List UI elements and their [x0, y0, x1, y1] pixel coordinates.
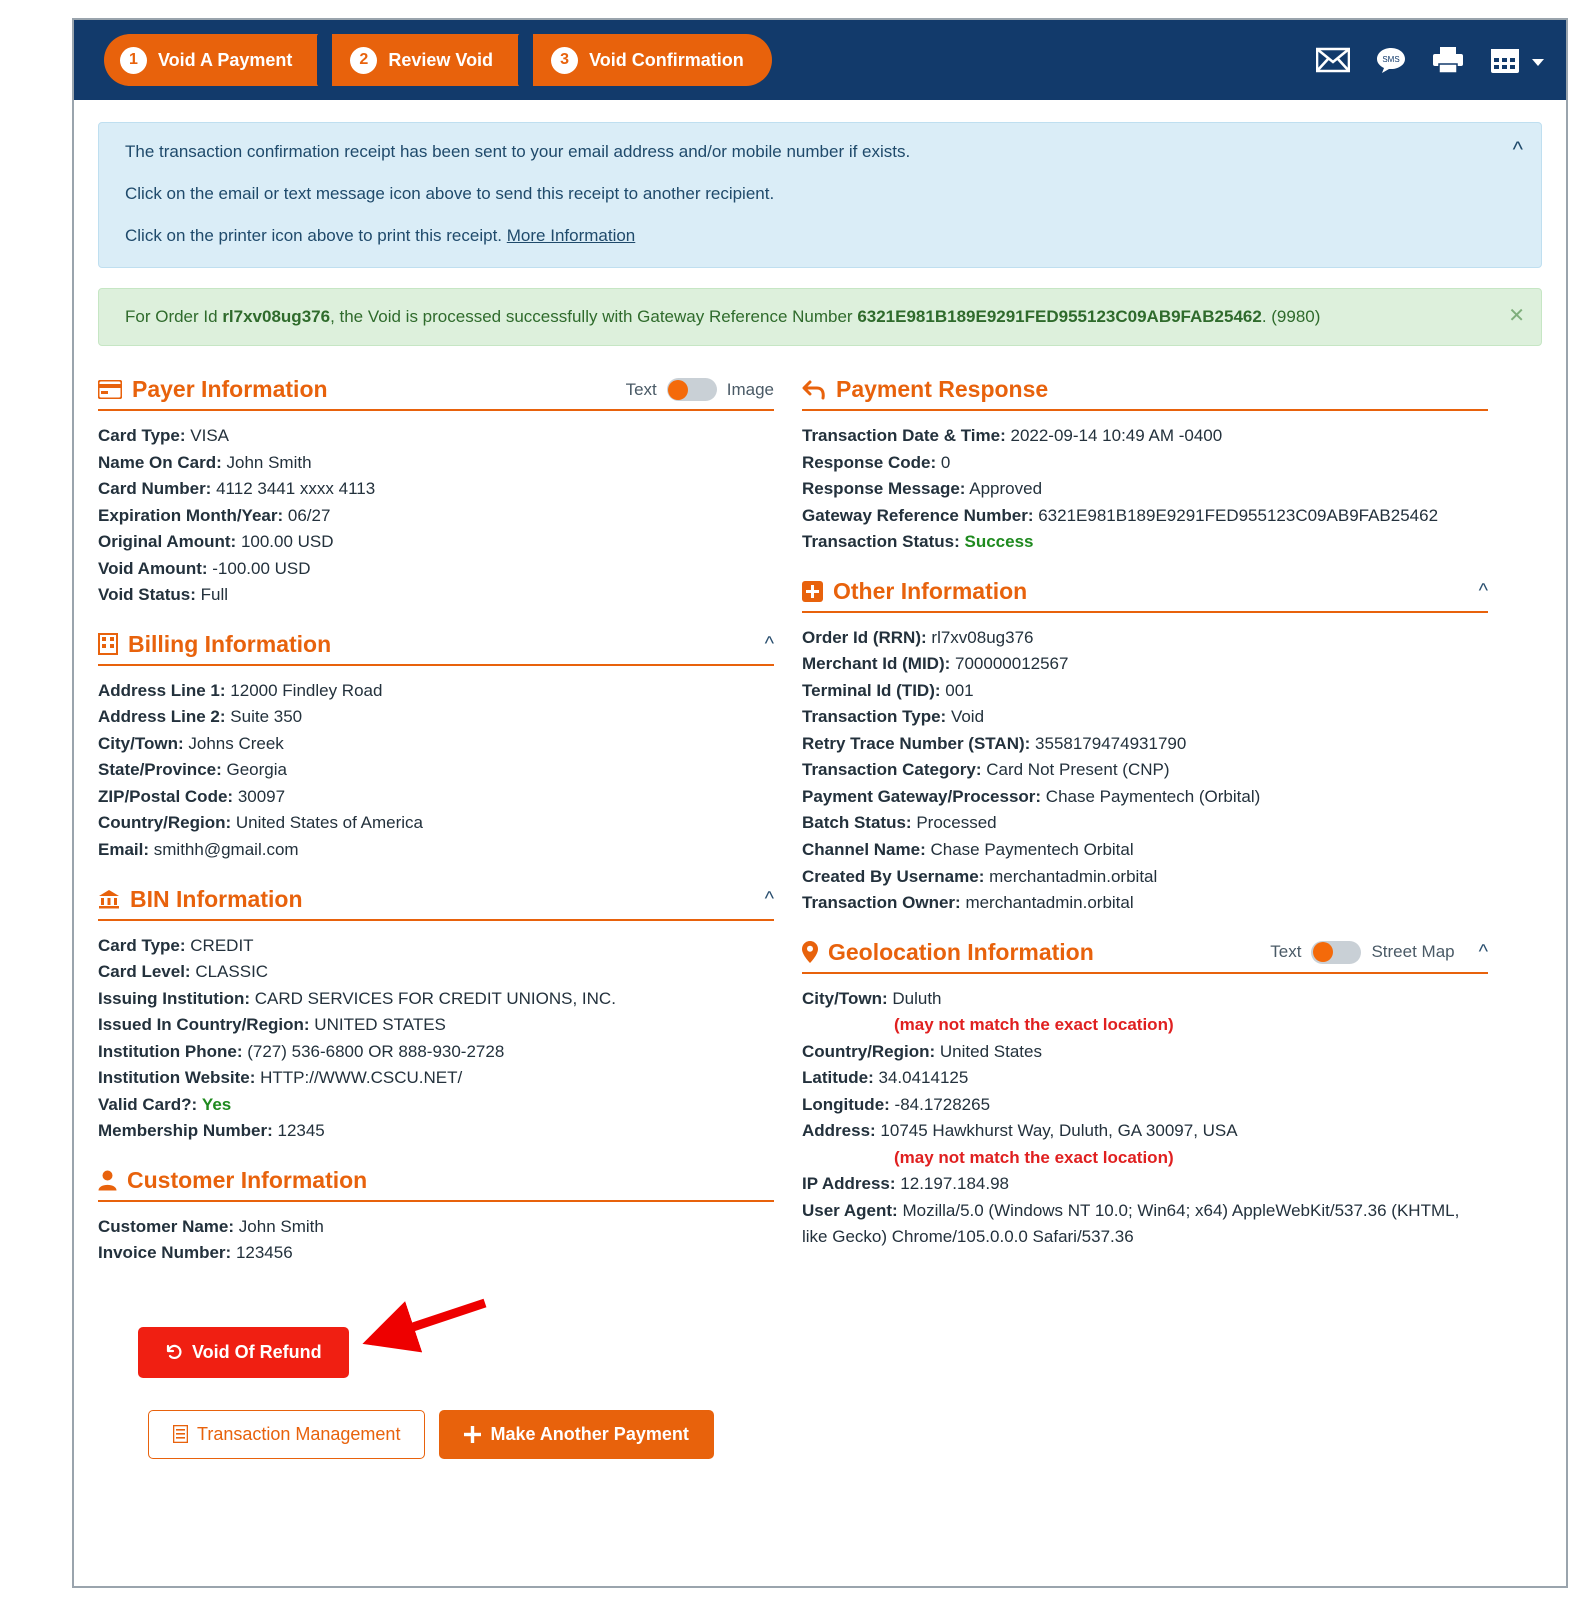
payer-toggle-text-label: Text [625, 379, 657, 399]
info-line-2: Click on the email or text message icon above to send this receipt to another recipient. [125, 184, 775, 204]
field-row [98, 784, 774, 811]
step-void-a-payment[interactable] [104, 34, 318, 86]
field-value: United States of America [235, 813, 423, 833]
field-value: 6321E981B189E9291FED955123C09AB9FAB25462 [1038, 505, 1439, 525]
field-value: Success [964, 532, 1034, 552]
field-label: Void Status: [98, 585, 196, 605]
plus-square-icon [802, 581, 823, 602]
calendar-icon[interactable] [1490, 46, 1520, 74]
field-row [98, 757, 774, 784]
field-label: State/Province: [98, 760, 222, 780]
response-section-title: Payment Response [836, 376, 1049, 403]
field-row [98, 476, 774, 503]
field-value: CREDIT [190, 935, 254, 955]
field-label: Email: [98, 839, 150, 859]
map-pin-icon [802, 941, 818, 963]
field-row [98, 704, 774, 731]
field-row [802, 625, 1488, 652]
field-label: Latitude: [802, 1068, 874, 1088]
customer-information-section [98, 1167, 774, 1267]
field-row [98, 450, 774, 477]
billing-fields [98, 678, 774, 864]
field-row [98, 503, 774, 530]
field-row [98, 810, 774, 837]
field-value: merchantadmin.orbital [989, 866, 1158, 886]
void-of-refund-label: Void Of Refund [192, 1341, 322, 1362]
field-row [802, 810, 1488, 837]
field-value: 12.197.184.98 [900, 1174, 1009, 1194]
success-middle: , the Void is processed successfully with Gateway Reference Number [330, 307, 858, 327]
field-value: John Smith [226, 452, 312, 472]
list-icon [173, 1425, 188, 1443]
field-row [98, 959, 774, 986]
bin-collapse-chevron-up-icon[interactable]: ^ [764, 888, 774, 910]
field-row [802, 731, 1488, 758]
customer-fields [98, 1214, 774, 1267]
field-value: Void [950, 707, 985, 727]
field-label: Institution Phone: [98, 1041, 243, 1061]
field-row [802, 864, 1488, 891]
field-row [802, 986, 1488, 1013]
field-value: Johns Creek [188, 733, 284, 753]
field-label: Name On Card: [98, 452, 222, 472]
field-label: Address Line 1: [98, 680, 226, 700]
field-value: CARD SERVICES FOR CREDIT UNIONS, INC. [254, 988, 616, 1008]
field-value: 0 [940, 452, 951, 472]
address-location-note: (may not match the exact location) [894, 1147, 1174, 1167]
response-section-header [802, 376, 1488, 411]
payment-response-section [802, 376, 1488, 556]
field-row [802, 450, 1488, 477]
action-buttons-area [98, 1327, 1542, 1459]
success-order-id: rl7xv08ug376 [222, 307, 331, 327]
field-value: Chase Paymentech Orbital [930, 839, 1134, 859]
field-label: Channel Name: [802, 839, 926, 859]
field-label: Void Amount: [98, 558, 208, 578]
field-row [802, 1039, 1488, 1066]
field-row [98, 1065, 774, 1092]
field-row [98, 986, 774, 1013]
billing-collapse-chevron-up-icon[interactable]: ^ [764, 633, 774, 656]
payer-section-header [98, 376, 774, 411]
field-value: 100.00 USD [240, 532, 334, 552]
field-row [98, 556, 774, 583]
geo-toggle-text-label: Text [1270, 942, 1302, 962]
field-value: 123456 [235, 1243, 293, 1263]
make-another-payment-label: Make Another Payment [490, 1423, 689, 1444]
field-label: Transaction Owner: [802, 893, 961, 913]
field-label: Transaction Date & Time: [802, 426, 1006, 446]
field-value: Full [200, 585, 229, 605]
bank-icon [98, 889, 120, 909]
payer-section-title: Payer Information [132, 376, 328, 403]
field-label: Original Amount: [98, 532, 237, 552]
field-label: Valid Card?: [98, 1094, 198, 1114]
field-row [802, 1198, 1488, 1251]
step-number: 3 [551, 47, 578, 74]
field-label: Issued In Country/Region: [98, 1015, 310, 1035]
field-row [98, 1092, 774, 1119]
credit-card-icon [98, 380, 122, 399]
field-label: Card Type: [98, 426, 186, 446]
field-value: smithh@gmail.com [153, 839, 299, 859]
page-header [74, 20, 1566, 100]
billing-section-header [98, 631, 774, 666]
field-label: Card Type: [98, 935, 186, 955]
field-row [98, 933, 774, 960]
field-label: Membership Number: [98, 1121, 273, 1141]
billing-section-title: Billing Information [128, 630, 332, 657]
field-value: merchantadmin.orbital [965, 893, 1134, 913]
field-label: Country/Region: [802, 1041, 936, 1061]
success-suffix: . (9980) [1261, 307, 1321, 327]
void-success-alert [98, 288, 1542, 346]
geolocation-fields [802, 986, 1488, 1251]
bin-section-header [98, 886, 774, 921]
payer-toggle-image-label: Image [726, 379, 774, 399]
field-value: Processed [916, 813, 997, 833]
close-icon[interactable]: ✕ [1508, 305, 1525, 328]
field-row [802, 678, 1488, 705]
field-value: 12000 Findley Road [230, 680, 383, 700]
sms-icon[interactable] [1376, 47, 1406, 74]
field-value: 3558179474931790 [1035, 733, 1187, 753]
field-row [802, 757, 1488, 784]
field-row [98, 1012, 774, 1039]
left-column [98, 376, 788, 1288]
field-value: -84.1728265 [894, 1094, 991, 1114]
success-prefix: For Order Id [125, 307, 223, 327]
step-number: 2 [350, 47, 377, 74]
transaction-management-button[interactable] [148, 1410, 425, 1459]
step-label: Void Confirmation [589, 49, 744, 70]
field-row [802, 503, 1488, 530]
field-value: Georgia [226, 760, 287, 780]
field-value: HTTP://WWW.CSCU.NET/ [260, 1068, 463, 1088]
chevron-down-icon[interactable] [1532, 59, 1544, 66]
field-value: 4112 3441 xxxx 4113 [216, 479, 376, 499]
field-label: Card Number: [98, 479, 212, 499]
annotation-arrow-icon [355, 1295, 490, 1355]
field-row [98, 529, 774, 556]
field-value: 12345 [277, 1121, 325, 1141]
geo-text-streetmap-toggle[interactable] [1311, 941, 1361, 964]
bin-fields [98, 933, 774, 1145]
undo-icon [165, 1343, 183, 1361]
field-label: Card Level: [98, 962, 191, 982]
building-icon [98, 633, 118, 655]
field-label: ZIP/Postal Code: [98, 786, 234, 806]
info-line-1: The transaction confirmation receipt has been sent to your email address and/or mobile number if exists. [125, 142, 911, 161]
field-label: City/Town: [802, 988, 888, 1008]
field-label: Transaction Category: [802, 760, 982, 780]
field-value: Chase Paymentech (Orbital) [1045, 786, 1261, 806]
payment-confirmation-page [72, 18, 1568, 1588]
field-label: Institution Website: [98, 1068, 256, 1088]
make-another-payment-button[interactable] [439, 1410, 713, 1459]
field-row [802, 1171, 1488, 1198]
page-body [74, 100, 1566, 1459]
customer-section-header [98, 1167, 774, 1202]
field-label: Merchant Id (MID): [802, 654, 951, 674]
field-value: 10745 Hawkhurst Way, Duluth, GA 30097, USA [880, 1121, 1238, 1141]
step-number: 1 [120, 47, 147, 74]
field-row [802, 837, 1488, 864]
field-value: John Smith [238, 1216, 324, 1236]
field-row [802, 1065, 1488, 1092]
field-label: Terminal Id (TID): [802, 680, 941, 700]
field-value: VISA [190, 426, 230, 446]
field-value: CLASSIC [195, 962, 269, 982]
field-row [802, 423, 1488, 450]
field-label: Issuing Institution: [98, 988, 251, 1008]
field-value: Mozilla/5.0 (Windows NT 10.0; Win64; x64) AppleWebKit/537.36 (KHTML, like Gecko) Chrome/105.0.0.0 Safari/537.36 [802, 1200, 1460, 1247]
details-columns [98, 376, 1542, 1288]
field-value: rl7xv08ug376 [931, 627, 1034, 647]
field-row [98, 423, 774, 450]
payer-information-section [98, 376, 774, 609]
plus-icon [464, 1426, 481, 1443]
field-row [98, 1118, 774, 1145]
step-label: Review Void [388, 49, 494, 70]
header-icon-bar [1316, 46, 1544, 74]
other-section-header [802, 578, 1488, 613]
field-value: (727) 536-6800 OR 888-930-2728 [247, 1041, 505, 1061]
field-value: 30097 [237, 786, 286, 806]
field-value: Yes [201, 1094, 232, 1114]
other-information-section [802, 578, 1488, 917]
payer-text-image-toggle[interactable] [667, 378, 717, 401]
field-row [802, 1092, 1488, 1119]
field-label: Transaction Status: [802, 532, 960, 552]
field-label: User Agent: [802, 1200, 898, 1220]
field-value: Suite 350 [230, 707, 303, 727]
other-fields [802, 625, 1488, 917]
geolocation-information-section [802, 939, 1488, 1251]
geo-collapse-chevron-up-icon[interactable]: ^ [1478, 941, 1488, 964]
field-value: Card Not Present (CNP) [986, 760, 1170, 780]
void-of-refund-button[interactable] [138, 1327, 349, 1378]
field-row [802, 784, 1488, 811]
more-information-link[interactable]: More Information [506, 226, 636, 246]
field-row [98, 678, 774, 705]
email-icon[interactable] [1316, 47, 1350, 73]
step-label: Void A Payment [158, 49, 293, 70]
reply-arrow-icon [802, 380, 826, 400]
billing-information-section [98, 631, 774, 864]
collapse-info-chevron-up-icon[interactable]: ^ [1512, 137, 1523, 162]
field-value: 700000012567 [955, 654, 1069, 674]
field-row [98, 731, 774, 758]
step-void-confirmation[interactable] [533, 34, 772, 86]
step-separator-icon [317, 34, 332, 86]
field-label: Response Message: [802, 479, 966, 499]
field-label: Address: [802, 1121, 876, 1141]
bin-section-title: BIN Information [130, 885, 303, 912]
svg-text:SMS: SMS [1382, 54, 1400, 64]
field-row [98, 1240, 774, 1267]
field-label: Transaction Type: [802, 707, 947, 727]
city-location-note: (may not match the exact location) [894, 1015, 1174, 1035]
geolocation-section-title: Geolocation Information [828, 938, 1094, 965]
field-label: Customer Name: [98, 1216, 235, 1236]
field-row [802, 704, 1488, 731]
step-review-void[interactable] [332, 34, 519, 86]
field-row [98, 1214, 774, 1241]
field-value: 001 [945, 680, 974, 700]
field-value: Approved [969, 479, 1043, 499]
secondary-buttons-row [138, 1410, 1542, 1459]
geolocation-section-header [802, 939, 1488, 974]
field-label: Order Id (RRN): [802, 627, 927, 647]
field-label: IP Address: [802, 1174, 896, 1194]
transaction-management-label: Transaction Management [197, 1423, 401, 1444]
bin-information-section [98, 886, 774, 1145]
field-row [802, 476, 1488, 503]
info-line-3: Click on the printer icon above to print this receipt. More Information [125, 226, 636, 246]
field-value: 06/27 [287, 505, 331, 525]
field-row [802, 890, 1488, 917]
field-row [98, 1039, 774, 1066]
field-label: Country/Region: [98, 813, 232, 833]
field-value: Duluth [892, 988, 942, 1008]
field-value: -100.00 USD [212, 558, 311, 578]
response-fields [802, 423, 1488, 556]
field-value: 2022-09-14 10:49 AM -0400 [1010, 426, 1223, 446]
field-label: Payment Gateway/Processor: [802, 786, 1042, 806]
field-row [98, 837, 774, 864]
step-separator-icon [518, 34, 533, 86]
field-label: Address Line 2: [98, 707, 226, 727]
field-label: Longitude: [802, 1094, 890, 1114]
field-label: Response Code: [802, 452, 937, 472]
field-row [802, 529, 1488, 556]
right-column [788, 376, 1488, 1288]
printer-icon[interactable] [1432, 46, 1464, 74]
field-label: Created By Username: [802, 866, 985, 886]
field-label: Gateway Reference Number: [802, 505, 1034, 525]
customer-section-title: Customer Information [127, 1166, 368, 1193]
other-collapse-chevron-up-icon[interactable]: ^ [1478, 580, 1488, 603]
receipt-info-panel [98, 122, 1542, 268]
user-icon [98, 1170, 117, 1191]
field-label: Invoice Number: [98, 1243, 232, 1263]
field-label: City/Town: [98, 733, 184, 753]
field-label: Expiration Month/Year: [98, 505, 284, 525]
field-row [802, 651, 1488, 678]
field-value: UNITED STATES [314, 1015, 446, 1035]
field-label: Batch Status: [802, 813, 912, 833]
payer-fields [98, 423, 774, 609]
step-wizard [104, 34, 772, 86]
field-row [98, 582, 774, 609]
success-reference: 6321E981B189E9291FED955123C09AB9FAB25462 [857, 307, 1262, 327]
field-value: 34.0414125 [878, 1068, 969, 1088]
field-row [802, 1118, 1488, 1145]
geo-toggle-streetmap-label: Street Map [1371, 942, 1455, 962]
other-section-title: Other Information [833, 577, 1028, 604]
field-label: Retry Trace Number (STAN): [802, 733, 1031, 753]
field-value: United States [939, 1041, 1042, 1061]
